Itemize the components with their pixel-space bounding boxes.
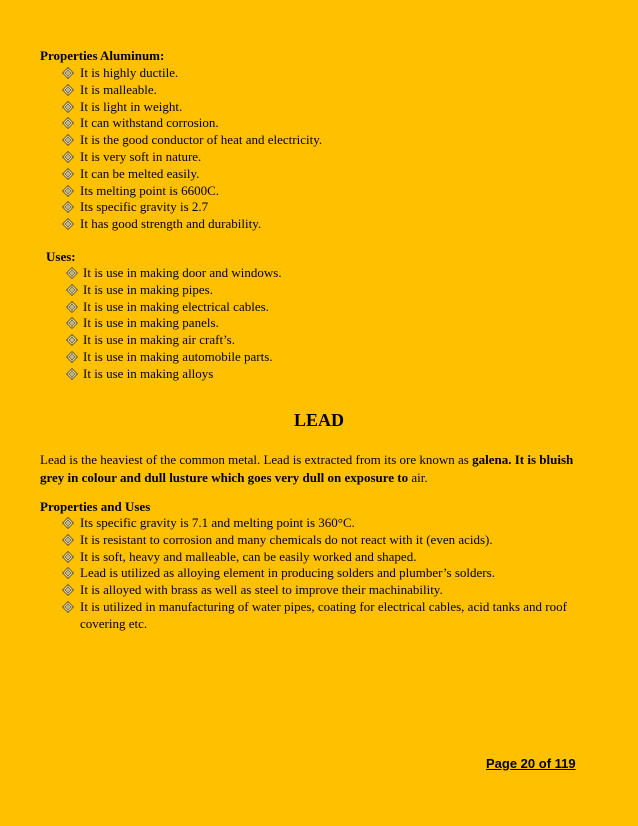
diamond-bullet-icon bbox=[62, 101, 74, 113]
list-item-text: It is very soft in nature. bbox=[80, 148, 202, 164]
list-item-text: It is the good conductor of heat and electricity. bbox=[80, 132, 323, 148]
diamond-bullet-icon bbox=[66, 301, 78, 313]
list-item-text: Its specific gravity is 2.7 bbox=[80, 199, 209, 215]
list-item bbox=[62, 216, 322, 233]
list-item-text: Its specific gravity is 7.1 and melting point is 360°C. bbox=[80, 515, 355, 530]
list-item bbox=[62, 166, 322, 183]
list-item bbox=[62, 149, 322, 166]
list-item-text: It has good strength and durability. bbox=[80, 216, 262, 232]
list-item-text: It is use in making door and windows. bbox=[83, 265, 282, 280]
lead-intro-end: air. bbox=[408, 470, 428, 485]
diamond-bullet-icon bbox=[66, 351, 78, 363]
list-item-text: It is use in making panels. bbox=[83, 315, 219, 331]
diamond-bullet-icon bbox=[62, 584, 74, 596]
aluminum-properties-list bbox=[62, 65, 322, 233]
diamond-bullet-icon bbox=[62, 117, 74, 129]
list-item-text: Its melting point is 6600C. bbox=[80, 182, 220, 198]
diamond-bullet-icon bbox=[62, 168, 74, 180]
list-item-text: It is use in making air craft’s. bbox=[83, 332, 235, 348]
list-item bbox=[66, 299, 282, 316]
list-item bbox=[62, 515, 580, 532]
diamond-bullet-icon bbox=[62, 134, 74, 146]
uses-heading: Uses: bbox=[46, 249, 76, 264]
lead-intro-bold: galena. It is bluish grey in colour and dull lusture which goes very dull on exposure to bbox=[40, 452, 574, 485]
list-item bbox=[62, 549, 580, 566]
diamond-bullet-icon bbox=[62, 218, 74, 230]
list-item-text: Lead is utilized as alloying element in producing solders and plumber’s solders. bbox=[80, 565, 495, 581]
list-item bbox=[66, 366, 282, 383]
uses-list bbox=[66, 265, 282, 383]
list-item bbox=[62, 582, 580, 599]
diamond-bullet-icon bbox=[62, 201, 74, 213]
lead-intro-paragraph bbox=[40, 451, 600, 487]
diamond-bullet-icon bbox=[62, 185, 74, 197]
list-item bbox=[66, 349, 282, 366]
diamond-bullet-icon bbox=[66, 284, 78, 296]
list-item bbox=[62, 565, 580, 582]
list-item bbox=[62, 115, 322, 132]
list-item bbox=[62, 82, 322, 99]
lead-intro-text: Lead is the heaviest of the common metal. Lead is extracted from its ore known as bbox=[40, 452, 473, 467]
list-item-text: It is use in making electrical cables. bbox=[83, 298, 269, 314]
diamond-bullet-icon bbox=[62, 551, 74, 563]
page-number: Page 20 of 119 bbox=[486, 756, 576, 771]
list-item-text: It is malleable. bbox=[80, 81, 157, 97]
list-item bbox=[66, 282, 282, 299]
aluminum-properties-heading: Properties Aluminum: bbox=[40, 48, 165, 63]
list-item bbox=[62, 599, 580, 633]
list-item-text: It is use in making pipes. bbox=[83, 281, 213, 297]
list-item bbox=[62, 99, 322, 116]
diamond-bullet-icon bbox=[62, 534, 74, 546]
diamond-bullet-icon bbox=[62, 151, 74, 163]
diamond-bullet-icon bbox=[66, 368, 78, 380]
list-item-text: It is use in making automobile parts. bbox=[83, 348, 273, 364]
list-item-text: It is use in making alloys bbox=[83, 365, 214, 381]
diamond-bullet-icon bbox=[66, 267, 78, 279]
list-item-text: It is utilized in manufacturing of water pipes, coating for electrical cables, acid tanks and roof covering etc. bbox=[80, 598, 567, 631]
lead-title: LEAD bbox=[293, 410, 344, 430]
diamond-bullet-icon bbox=[66, 334, 78, 346]
list-item bbox=[62, 199, 322, 216]
list-item-text: It is resistant to corrosion and many chemicals do not react with it (even acids). bbox=[80, 531, 493, 547]
diamond-bullet-icon bbox=[62, 517, 74, 529]
list-item-text: It is soft, heavy and malleable, can be easily worked and shaped. bbox=[80, 548, 417, 564]
list-item bbox=[66, 315, 282, 332]
diamond-bullet-icon bbox=[62, 601, 74, 613]
list-item bbox=[66, 332, 282, 349]
list-item bbox=[62, 132, 322, 149]
diamond-bullet-icon bbox=[66, 317, 78, 329]
list-item-text: It can withstand corrosion. bbox=[80, 115, 219, 131]
list-item bbox=[66, 265, 282, 282]
list-item-text: It is light in weight. bbox=[80, 98, 183, 114]
list-item-text: It can be melted easily. bbox=[80, 165, 200, 181]
lead-properties-heading: Properties and Uses bbox=[40, 499, 151, 514]
diamond-bullet-icon bbox=[62, 567, 74, 579]
list-item bbox=[62, 532, 580, 549]
list-item-text: It is highly ductile. bbox=[80, 65, 179, 80]
list-item bbox=[62, 65, 322, 82]
list-item bbox=[62, 183, 322, 200]
list-item-text: It is alloyed with brass as well as steel to improve their machinability. bbox=[80, 582, 443, 598]
lead-properties-list bbox=[62, 515, 580, 633]
diamond-bullet-icon bbox=[62, 67, 74, 79]
diamond-bullet-icon bbox=[62, 84, 74, 96]
